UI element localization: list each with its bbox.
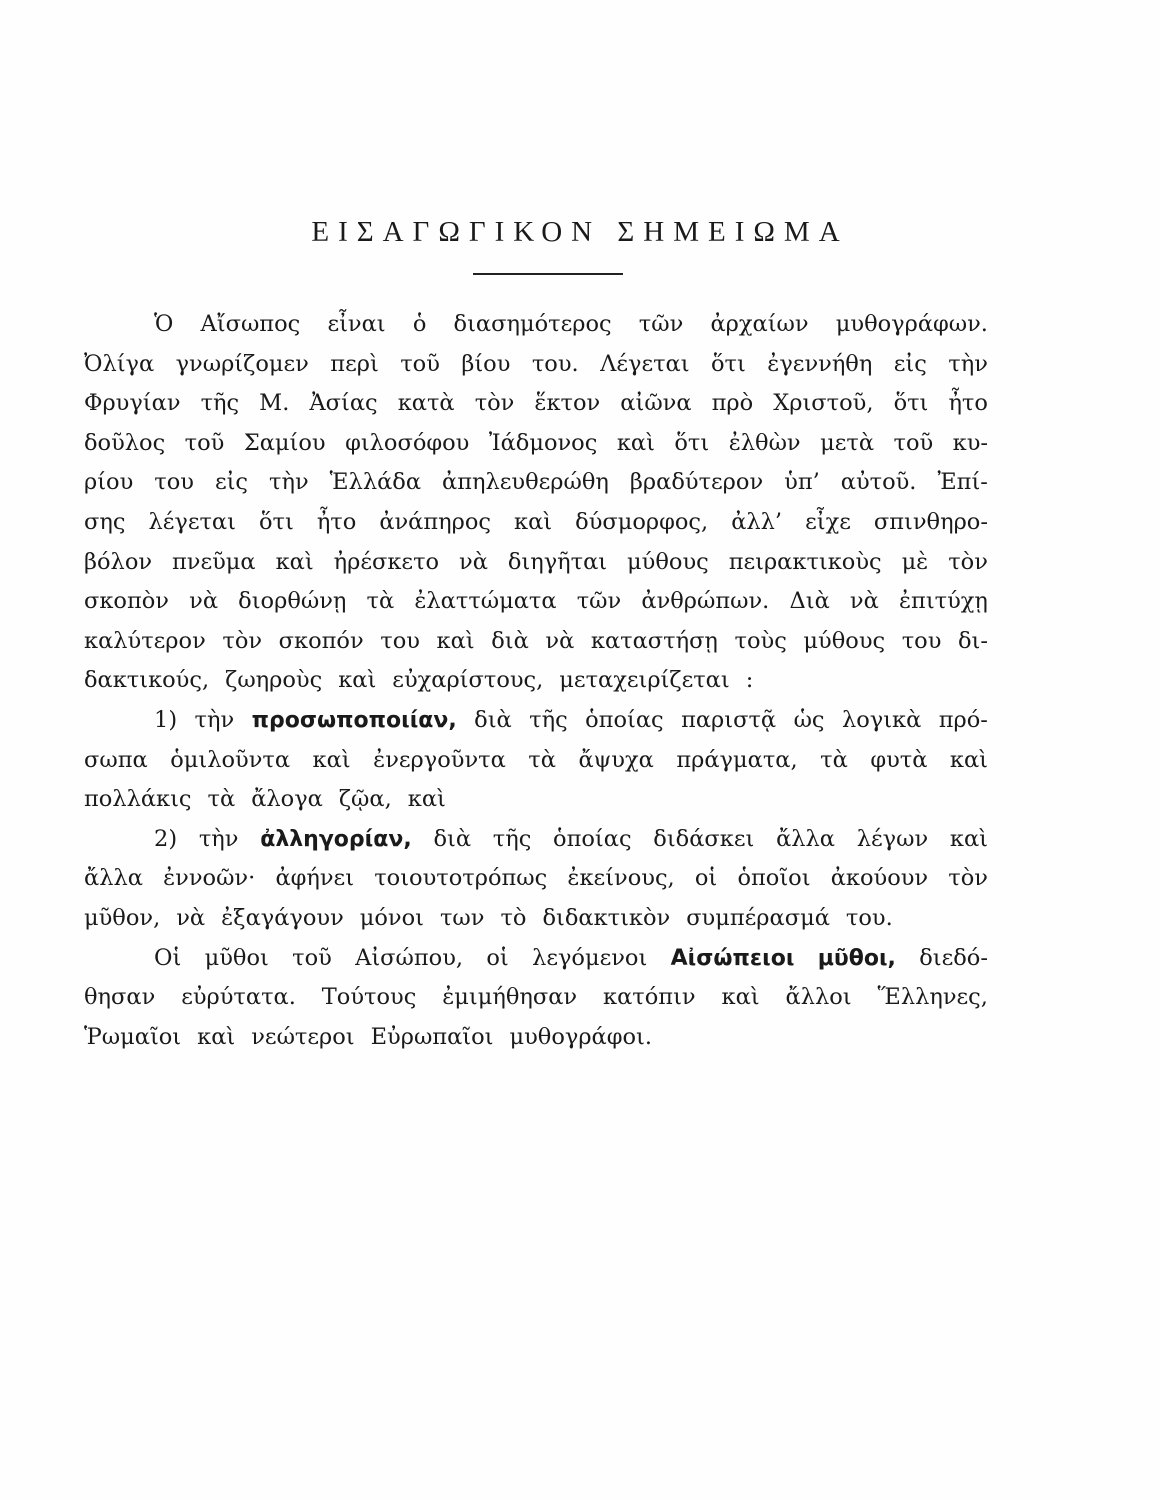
word: βόλον [84, 548, 153, 575]
word: τὴν [198, 825, 239, 852]
word: δακτικούς, [84, 667, 210, 694]
word: ἄλλα [84, 865, 143, 892]
word: πρὸ [711, 390, 754, 417]
word: καὶ [312, 746, 351, 773]
text-line [84, 859, 988, 899]
word: μυθογράφων. [835, 311, 988, 337]
word: του [380, 627, 420, 654]
word: ἐπιτύχῃ [898, 588, 988, 615]
word: παριστᾷ [681, 706, 777, 733]
word: μῦθοι [204, 944, 269, 971]
word: Αἰσώπου, [355, 944, 464, 971]
word: του [154, 469, 194, 496]
word: καταστήσῃ [590, 627, 718, 654]
word: ὁποίας [585, 706, 664, 733]
word: ἀνθρώπων. [641, 588, 770, 615]
word: τῆς [200, 390, 240, 417]
word: διὰ [474, 706, 512, 733]
word: ἦτο [948, 390, 988, 417]
emphasized-word: μῦθοι, [817, 945, 896, 971]
word: τὴν [194, 706, 235, 733]
word: τοῦ [400, 350, 440, 377]
word: τὴν [269, 469, 309, 496]
word: Ὁ [154, 311, 174, 337]
word: καὶ [949, 746, 988, 773]
word: τῆς [529, 706, 568, 733]
word: ὁ [412, 311, 427, 337]
word: του. [531, 350, 579, 377]
word: θησαν [84, 984, 156, 1011]
word: μεταχειρίζεται [559, 667, 730, 694]
word: βραδύτερον [629, 469, 764, 496]
word: τὸν [948, 548, 988, 575]
word: διεδό- [919, 944, 988, 971]
word: Φρυγίαν [84, 390, 181, 417]
text-line [84, 543, 988, 583]
word: Χριστοῦ, [773, 390, 874, 417]
word: ἀλλ’ [731, 508, 783, 535]
word: του. [845, 904, 893, 931]
word: τὸν [948, 865, 988, 892]
word: ἄλογα [251, 786, 323, 813]
word: καὶ [338, 667, 377, 694]
word: νὰ [189, 588, 219, 615]
word: εἰς [893, 350, 927, 377]
word: τὰ [207, 786, 236, 813]
word: ὅτι [258, 508, 294, 535]
word: νὰ [459, 548, 488, 575]
text-line [84, 305, 988, 345]
word: σης [84, 508, 126, 535]
word: διὰ [433, 825, 472, 852]
word: κατόπιν [603, 984, 696, 1011]
word: Ἑλλάδα [329, 469, 422, 496]
word: δοῦλος [84, 429, 166, 456]
text-line [84, 345, 988, 385]
word: καὶ [616, 429, 655, 456]
emphasized-word: Αἰσώπειοι [670, 945, 795, 971]
word: λογικὰ [841, 706, 922, 733]
word: καὶ [949, 825, 988, 852]
word: καλύτερον [84, 627, 206, 654]
word: σπινθηρο- [873, 508, 988, 535]
word: ἐλαττώματα [414, 588, 557, 615]
word: πειρακτικοὺς [728, 548, 882, 575]
word: φιλοσόφου [345, 429, 470, 456]
word: τοῦ [292, 944, 332, 971]
word: πολλάκις [84, 786, 192, 813]
word: ἀπηλευθερώθη [442, 469, 609, 496]
word: διὰ [491, 627, 529, 654]
text-line [84, 424, 988, 464]
word: τοὺς [734, 627, 787, 654]
word: ὁποῖοι [737, 865, 811, 892]
word: διδακτικὸν [542, 904, 671, 931]
word: τῆς [492, 825, 532, 852]
word: διασημότερος [453, 311, 612, 337]
word: μὲ [901, 548, 929, 575]
text-line [84, 661, 988, 701]
word: τῶν [576, 588, 622, 615]
word: οἱ [694, 865, 718, 892]
word: Αἴσωπος [200, 311, 301, 337]
word: διδάσκει [653, 825, 755, 852]
word: Σαμίου [243, 429, 326, 456]
word: ἐμιμήθησαν [442, 984, 578, 1011]
word: εὐχαρίστους, [392, 667, 544, 694]
word: Ἕλληνες, [877, 984, 988, 1011]
word: νὰ [545, 627, 575, 654]
word: Εὐρωπαῖοι [370, 1023, 494, 1050]
word: ἄψυχα [578, 746, 654, 773]
text-line [84, 503, 988, 543]
introductory-note-text [84, 305, 988, 1057]
word: καὶ [275, 548, 314, 575]
word: αἰῶνα [620, 390, 692, 417]
text-line [84, 582, 988, 622]
word: μύθους [627, 548, 709, 575]
word: νὰ [176, 904, 206, 931]
word: ὁποίας [553, 825, 632, 852]
word: μῦθον, [84, 904, 161, 931]
word: ὅτι [711, 350, 746, 377]
word: Ἰάδμονος [488, 429, 598, 456]
word: ρίου [84, 469, 134, 496]
word: σκοπόν [278, 627, 364, 654]
word: διηγῆται [507, 548, 608, 575]
word: μετὰ [820, 429, 875, 456]
word: ἐννοῶν· [163, 865, 256, 892]
text-line [84, 780, 988, 820]
word: μύθους [803, 627, 886, 654]
word: Ἐπί- [937, 469, 988, 496]
word: φυτὰ [870, 746, 928, 773]
text-line [84, 820, 988, 860]
word: 1) [154, 706, 178, 733]
word: νεώτεροι [251, 1023, 355, 1050]
word: αὐτοῦ. [840, 469, 917, 496]
emphasized-word: προσωποποιίαν, [251, 707, 457, 733]
word: ἄλλα [776, 825, 835, 852]
word: ἀνάπηρος [379, 508, 492, 535]
word: οἱ [486, 944, 509, 971]
word: ἀφήνει [275, 865, 355, 892]
word: τοῦ [893, 429, 934, 456]
word: κατὰ [397, 390, 455, 417]
word: τὰ [528, 746, 556, 773]
text-line [84, 899, 988, 939]
word: εἰς [214, 469, 249, 496]
word: Ἀσίας [309, 390, 378, 417]
word: Οἱ [154, 944, 182, 971]
word: ὁμιλοῦντα [170, 746, 291, 773]
word: 2) [154, 825, 178, 852]
word: ζωηροὺς [225, 667, 323, 694]
word: ἐκείνους, [567, 865, 675, 892]
word: του [901, 627, 942, 654]
word: μυθογράφοι. [509, 1023, 653, 1050]
word: ἐνεργοῦντα [373, 746, 506, 773]
word: ἐξαγάγουν [221, 904, 344, 931]
emphasized-word: ἀλληγορίαν, [260, 826, 412, 852]
word: ἀρχαίων [710, 311, 809, 337]
word: τοῦ [184, 429, 225, 456]
word: τὴν [948, 350, 988, 377]
word: καὶ [407, 786, 446, 813]
word: ἄλλοι [785, 984, 852, 1011]
word: τὰ [820, 746, 848, 773]
text-line [84, 741, 988, 781]
word: συμπέρασμά [686, 904, 830, 931]
word: τοιουτοτρόπως [374, 865, 548, 892]
word: πράγματα, [676, 746, 798, 773]
word: εἶναι [327, 311, 386, 337]
word: ἀκούουν [830, 865, 929, 892]
word: γνωρίζομεν [175, 350, 309, 377]
word: πρό- [938, 706, 988, 733]
word: περὶ [330, 350, 379, 377]
text-line [84, 939, 988, 979]
word: καὶ [514, 508, 553, 535]
word: ζῷα, [338, 786, 392, 813]
text-line [84, 701, 988, 741]
text-line [84, 463, 988, 503]
text-line [84, 1018, 988, 1058]
text-line [84, 622, 988, 662]
word: ἕκτον [534, 390, 601, 417]
word: νὰ [849, 588, 879, 615]
word: ὑπ’ [784, 469, 820, 496]
word: τὸν [222, 627, 263, 654]
word: μόνοι [359, 904, 424, 931]
word: δύσμορφος, [575, 508, 709, 535]
word: βίου [461, 350, 511, 377]
text-line [84, 978, 988, 1018]
word: Διὰ [789, 588, 830, 615]
page-title: ΕΙΣΑΓΩΓΙΚΟΝ ΣΗΜΕΙΩΜΑ [311, 216, 849, 248]
word: Μ. [259, 390, 290, 417]
word: εὐρύτατα. [181, 984, 296, 1011]
word: λέγων [856, 825, 929, 852]
word: Λέγεται [600, 350, 690, 377]
word: τὰ [366, 588, 395, 615]
word: ἐγεννήθη [767, 350, 873, 377]
word: λέγεται [148, 508, 236, 535]
word: σωπα [84, 746, 148, 773]
word: ἦτο [316, 508, 357, 535]
word: Ὀλίγα [84, 350, 155, 377]
word: ἐλθὼν [728, 429, 801, 456]
word: των [439, 904, 485, 931]
word: σκοπὸν [84, 588, 169, 615]
word: ὅτι [893, 390, 929, 417]
title-rule [473, 273, 623, 275]
word: ἠρέσκετο [333, 548, 440, 575]
text-line [84, 384, 988, 424]
word: καὶ [197, 1023, 236, 1050]
word: καὶ [436, 627, 475, 654]
word: τῶν [638, 311, 684, 337]
word: πνεῦμα [172, 548, 256, 575]
word: τὸ [500, 904, 527, 931]
word: τὸν [474, 390, 515, 417]
word: διορθώνῃ [238, 588, 347, 615]
word: καὶ [721, 984, 760, 1011]
word: λεγόμενοι [532, 944, 648, 971]
word: ὅτι [674, 429, 710, 456]
word: εἶχε [805, 508, 851, 535]
word: : [745, 667, 754, 694]
word: ὡς [793, 706, 825, 733]
word: Ῥωμαῖοι [84, 1023, 182, 1050]
word: κυ- [952, 429, 988, 456]
word: δι- [958, 627, 988, 654]
word: Τούτους [321, 984, 417, 1011]
